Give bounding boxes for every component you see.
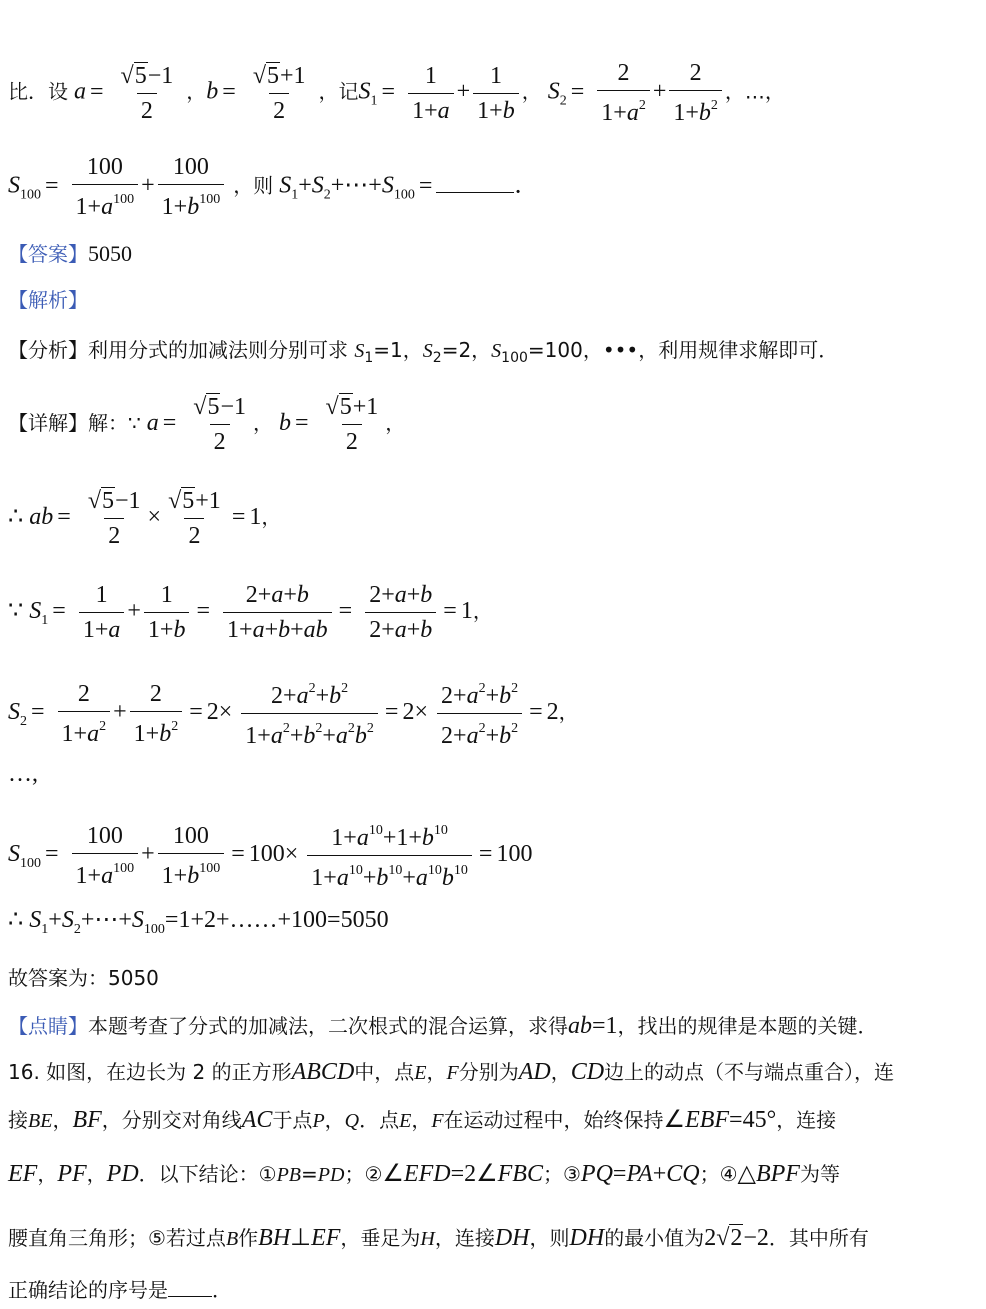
- s2-line: $S_2$ = $\frac{2}{1+a^2}$ + $\frac{2}{1+b^2}$ = 2× $\frac{2+a^2+b^2}{1+a^2+b^2+a^2b^2}$ = 2× $\frac{2+a^2+b^2}{2+a^2+b^2}$ = 2，: [8, 680, 579, 749]
- problem-line-1: 比．设 a = $\frac{√5-1}{2}$ ，b = $\frac{√5+1}{2}$ ，记$S_1$ = $\frac{1}{1+a}$ + $\frac{1}{1+b}$ ， $S_2$ = $\frac{2}{1+a^2}$ + $\frac{2}{1+b^2}$ ，…，: [8, 60, 785, 126]
- q16-line-2: 接BE，BF，分别交对角线AC于点P，Q．点E，F在运动过程中，始终保持∠EBF=45°，连接: [8, 1107, 837, 1133]
- sum-line: ∴ $S_1+S_2+\cdots+S_{100}=1+2+\dots\dots+100=5050$: [8, 907, 389, 937]
- q16-line-3: EF，PF，PD．以下结论：①PB=PD；②∠EFD=2∠FBC；③PQ=PA+CQ；④△BPF为等: [8, 1161, 840, 1187]
- detail-line: 【详解】解：∵ a = $\frac{√5-1}{2}$ ， b = $\frac{√5+1}{2}$ ，: [8, 394, 406, 455]
- conclusion-line: 故答案为：5050: [8, 966, 159, 990]
- fraction-b: $\frac{√5+1}{2}$: [252, 62, 306, 124]
- q16-line-1: 16. 如图，在边长为 2 的正方形ABCD中，点E，F分别为AD，CD边上的动点（不与端点重合），连: [8, 1059, 895, 1085]
- q16-answer-blank: [168, 1296, 212, 1297]
- s1-line: ∵ $S_1$ = $\frac{1}{1+a}$ + $\frac{1}{1+b}$ = $\frac{2+a+b}{1+a+b+ab}$ = $\frac{2+a+b}{2+a+b}$ = 1，: [8, 582, 493, 643]
- q16-line-5: 正确结论的序号是 ．: [8, 1278, 232, 1302]
- ellipsis-line: …,: [8, 761, 38, 787]
- s100-line: $S_{100}$ = $\frac{100}{1+a^{100}}$ + $\frac{100}{1+b^{100}}$ = 100× $\frac{1+a^{10}+1+b^{10}}{1+a^{10}+b^{10}+a^{10}b^{10}}$ = 100: [8, 822, 533, 891]
- answer-blank: [436, 192, 514, 193]
- problem-line-2: $S_{100}$ = $\frac{100}{1+a^{100}}$ + $\frac{100}{1+b^{100}}$ ，则 $S_1+S_2+\cdots+S_{100}$ = ．: [8, 154, 539, 220]
- dianjing-line: 【点睛】本题考查了分式的加减法，二次根式的混合运算，求得ab=1，找出的规律是本题的关键．: [8, 1013, 878, 1039]
- answer-line: 【答案】5050: [8, 241, 132, 266]
- fraction-a: $\frac{√5-1}{2}$: [120, 62, 174, 124]
- analysis-line: 【分析】利用分式的加减法则分别可求 $S_1=1$，$S_2=2$，$S_{100}=100$，•••，利用规律求解即可．: [8, 338, 839, 366]
- ab-line: ∴ ab = $\frac{√5-1}{2}$ × $\frac{√5+1}{2}$ = 1，: [8, 488, 282, 549]
- jiexi-line: 【解析】: [8, 288, 88, 312]
- q16-line-4: 腰直角三角形；⑤若过点B作BH⊥EF，垂足为H，连接DH，则DH的最小值为2√2−2．其中所有: [8, 1225, 869, 1251]
